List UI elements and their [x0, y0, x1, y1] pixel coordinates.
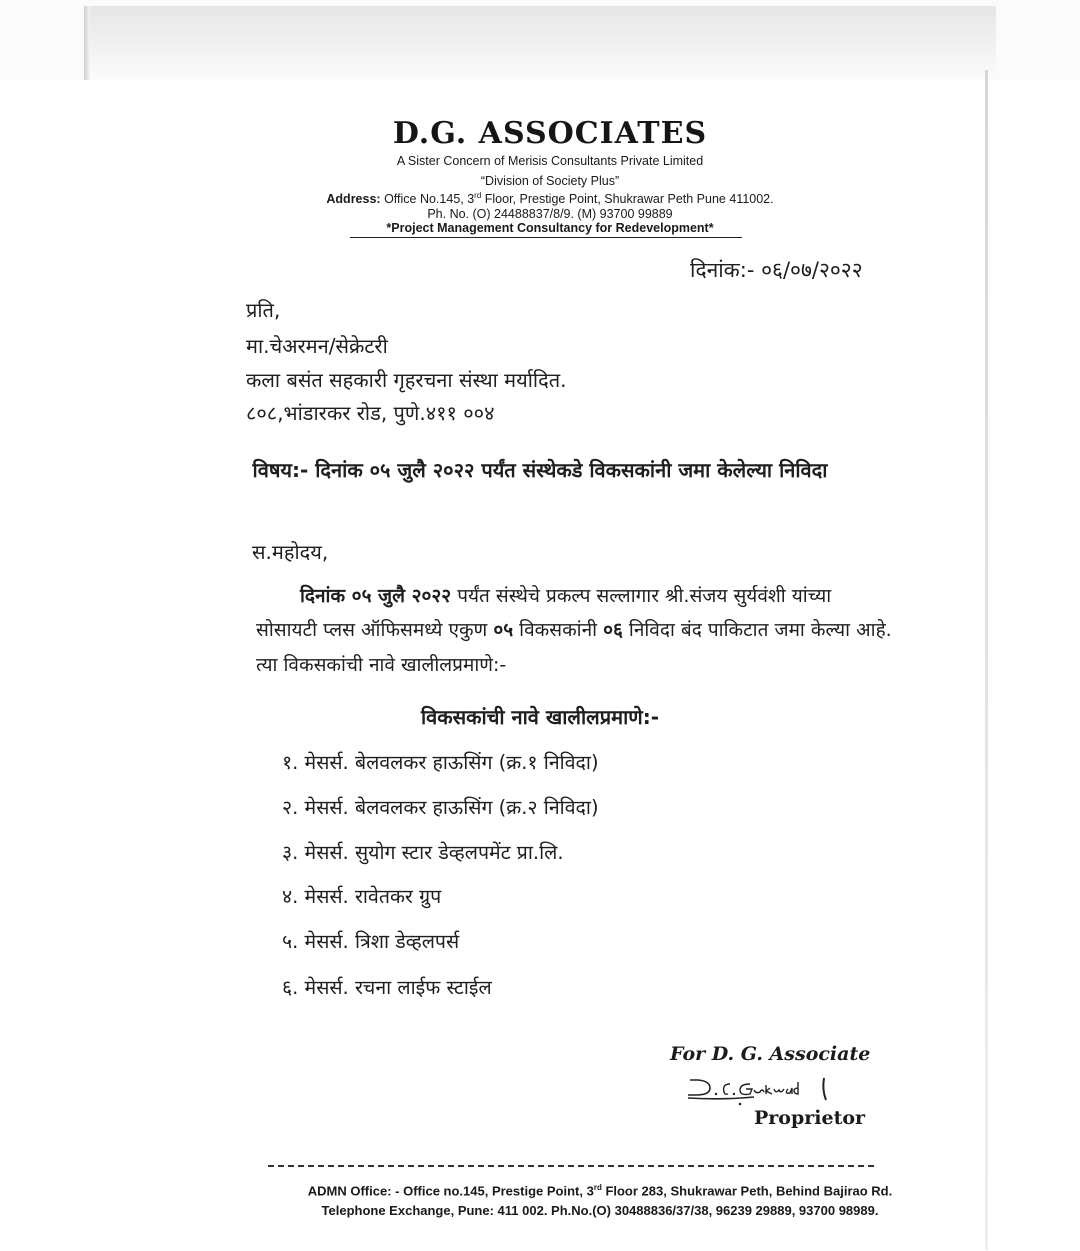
body-line-1-text: पर्यंत संस्थेचे प्रकल्प सल्लागार श्री.संजय सुर्यवंशी यांच्या [451, 585, 832, 607]
address-sup: rd [474, 191, 482, 200]
developer-count: ०५ [493, 619, 514, 641]
recipient-line-4: ८०८,भांडारकर रोड, पुणे.४११ ००४ [246, 401, 495, 425]
list-item: २. मेसर्स. बेलवलकर हाऊसिंग (क्र.२ निविदा) [282, 796, 599, 819]
signature-for-line: For D. G. Associate [670, 1043, 871, 1065]
list-item: ३. मेसर्स. सुयोग स्टार डेव्हलपमेंट प्रा.लि. [282, 841, 564, 864]
phone-line: Ph. No. (O) 24488837/8/9. (M) 93700 99889 [427, 207, 673, 221]
footer-office-text-rest: Floor 283, Shukrawar Peth, Behind Bajirao Rd. [601, 1183, 893, 1199]
address-text: Office No.145, 3 [384, 192, 475, 207]
salutation: स.महोदय, [252, 540, 329, 564]
signatory-title: Proprietor [754, 1107, 866, 1129]
body-line-2-e: निविदा बंद पाकिटात जमा केल्या आहे. [622, 619, 892, 641]
list-heading: विकसकांची नावे खालीलप्रमाणे:- [420, 705, 660, 729]
letter-date: दिनांक:- ०६/०७/२०२२ [690, 258, 863, 282]
handwritten-signature [684, 1072, 844, 1106]
scan-top-strip [86, 6, 996, 76]
list-item: ६. मेसर्स. रचना लाईफ स्टाईल [282, 976, 492, 999]
footer-sup: rd [593, 1183, 602, 1192]
footer-line-1 [0, 1183, 1080, 1198]
footer-line-2: Telephone Exchange, Pune: 411 002. Ph.No.(O) 30488836/37/38, 96239 29889, 93700 98989. [321, 1203, 879, 1218]
subject-line: विषय:- दिनांक ०५ जुलै २०२२ पर्यंत संस्थेकडे विकसकांनी जमा केलेल्या निविदा [252, 458, 828, 482]
recipient-line-3: कला बसंत सहकारी गृहरचना संस्था मर्यादित. [246, 368, 567, 392]
body-paragraph-line-2 [256, 616, 892, 642]
recipient-line-1: प्रति, [246, 298, 281, 322]
scan-right-edge [985, 70, 988, 1250]
division-line: “Division of Society Plus” [480, 174, 620, 188]
footer-office-text: ADMN Office: - Office no.145, Prestige Point, 3 [307, 1183, 594, 1199]
sister-concern-line: A Sister Concern of Merisis Consultants Private Limited [396, 154, 704, 168]
recipient-line-2: मा.चेअरमन/सेक्रेटरी [246, 334, 388, 358]
tender-count: ०६ [603, 619, 623, 641]
body-line-2-a: सोसायटी प्लस ऑफिसमध्ये एकुण [256, 619, 494, 641]
body-date-bold: दिनांक ०५ जुलै २०२२ [300, 585, 452, 607]
footer-rule [268, 1165, 874, 1167]
company-name: D.G. ASSOCIATES [392, 116, 708, 151]
body-paragraph-line-1 [300, 582, 831, 608]
address-line [0, 191, 1080, 206]
address-text-rest: Floor, Prestige Point, Shukrawar Peth Pune 411002. [481, 192, 774, 207]
body-paragraph-line-3: त्या विकसकांची नावे खालीलप्रमाणे:- [256, 654, 507, 676]
letterhead-rule [350, 237, 742, 238]
letter-sheet [0, 80, 1080, 1251]
list-item: ५. मेसर्स. त्रिशा डेव्हलपर्स [282, 930, 460, 953]
list-item: १. मेसर्स. बेलवलकर हाऊसिंग (क्र.१ निविदा) [282, 751, 599, 774]
body-line-2-c: विकसकांनी [513, 619, 604, 641]
list-item: ४. मेसर्स. रावेतकर ग्रुप [282, 885, 442, 908]
address-label: Address: [326, 192, 381, 207]
tagline: *Project Management Consultancy for Redevelopment* [386, 221, 714, 235]
